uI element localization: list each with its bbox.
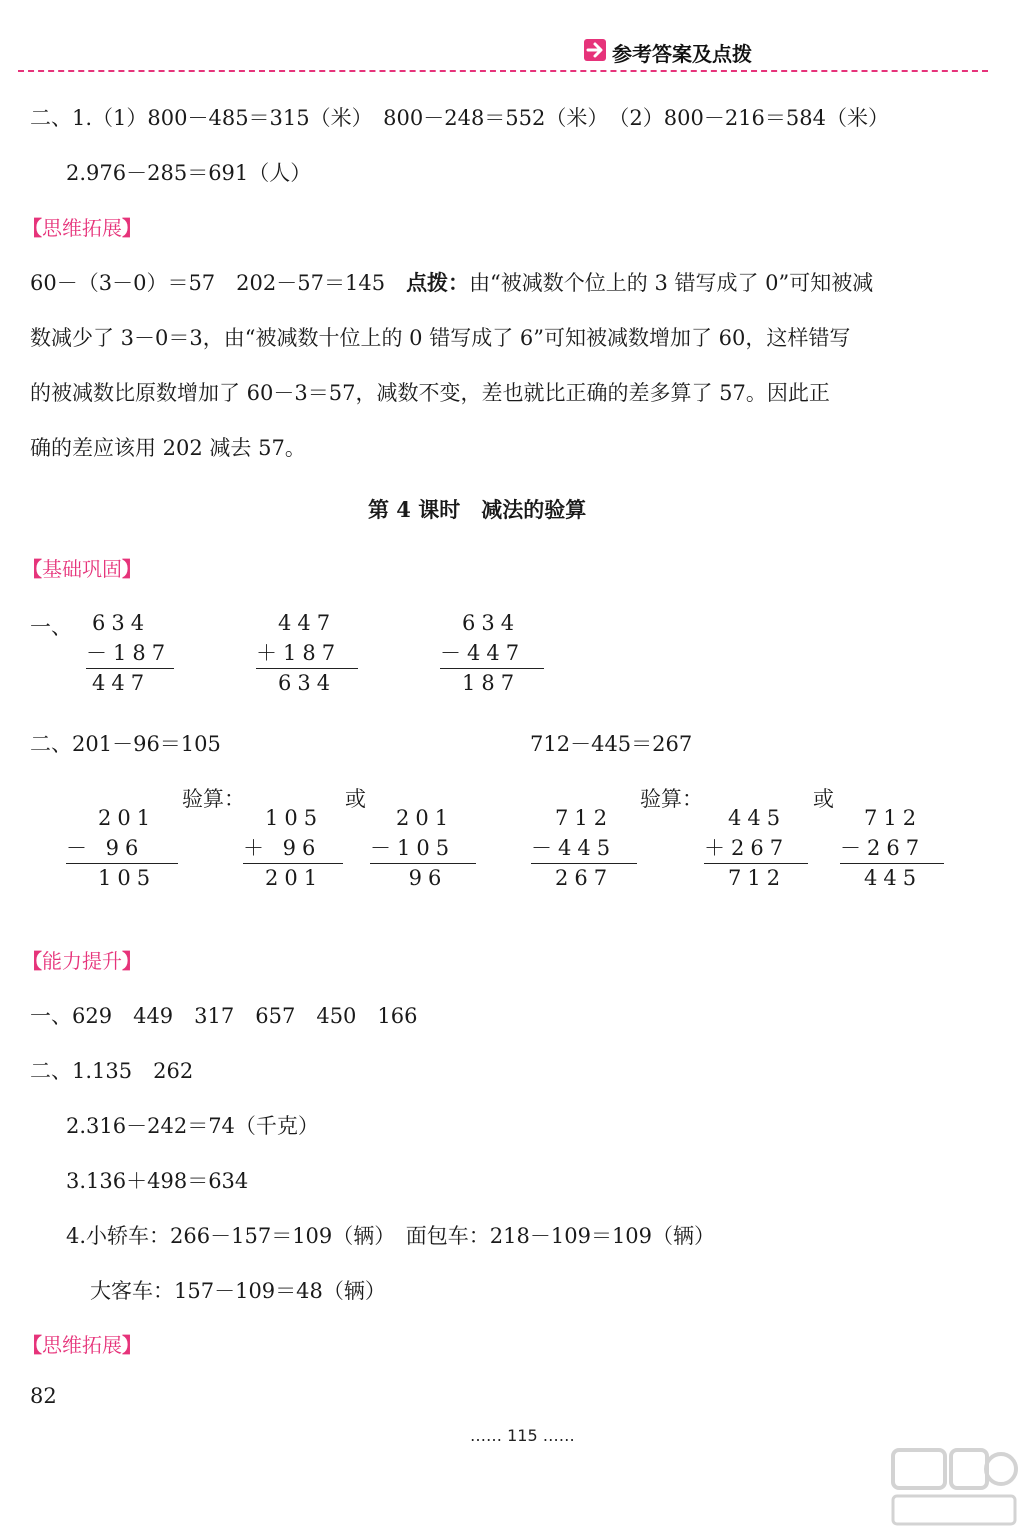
section-tag: 【能力提升】 (22, 949, 142, 973)
calc-line (840, 863, 944, 864)
watermark-logo (889, 1446, 1019, 1528)
vertical-calculation: 712 －445 267 (531, 803, 616, 893)
answer-line: 二、1.（1）800－485＝315（米） 800－248＝552（米） （2）800－216＝584（米） (30, 106, 889, 130)
check-label: 验算： (182, 787, 245, 811)
calc-line (531, 863, 637, 864)
section-tag: 【基础巩固】 (22, 557, 142, 581)
calc-line (66, 863, 178, 864)
header-title: 参考答案及点拨 (612, 42, 752, 66)
vertical-calculation: 445 ＋267 712 (704, 803, 789, 893)
vertical-calculation: 447 ＋187 634 (256, 608, 341, 698)
arrow-right-icon (584, 39, 606, 61)
vertical-calculation: 105 ＋ 96 201 (243, 803, 323, 893)
calc-line (370, 863, 476, 864)
lesson-title: 第 4 课时 减法的验算 (368, 497, 587, 522)
check-label: 验算： (640, 787, 703, 811)
section-tag: 【思维拓展】 (22, 216, 142, 240)
answer-line: 大客车：157－109＝48（辆） (90, 1279, 386, 1303)
section-tag: 【思维拓展】 (22, 1333, 142, 1357)
question-label: 一、 (30, 615, 72, 639)
answer-line: 82 (30, 1384, 57, 1408)
vertical-calculation: 712 －267 445 (840, 803, 925, 893)
vertical-calculation: 201 － 96 105 (66, 803, 156, 893)
answer-line: 4.小轿车：266－157＝109（辆） 面包车：218－109＝109（辆） (66, 1224, 716, 1248)
calc-line (86, 668, 174, 669)
answer-line: 二、1.135 262 (30, 1059, 194, 1083)
calc-line (704, 863, 808, 864)
header-divider (18, 70, 988, 72)
vertical-calculation: 201 －105 96 (370, 803, 455, 893)
or-label: 或 (813, 787, 834, 811)
page-number: …… 115 …… (470, 1426, 575, 1445)
paragraph-line: 数减少了 3－0＝3，由“被减数十位上的 0 错写成了 6”可知被减数增加了 60，这样错写 (30, 326, 851, 350)
calc-line (243, 863, 343, 864)
answer-line: 2.976－285＝691（人） (66, 161, 312, 185)
paragraph-line: 确的差应该用 202 减去 57。 (30, 436, 306, 460)
equation: 712－445＝267 (530, 732, 693, 756)
calc-line (440, 668, 544, 669)
answer-line: 一、629 449 317 657 450 166 (30, 1004, 418, 1028)
answer-line: 2.316－242＝74（千克） (66, 1114, 319, 1138)
paragraph-line: 60－（3－0）＝57 202－57＝145 点拨：由“被减数个位上的 3 错写成了 0”可知被减 (30, 270, 874, 295)
paragraph-line: 的被减数比原数增加了 60－3＝57，减数不变，差也就比正确的差多算了 57。因此正 (30, 381, 830, 405)
vertical-calculation: 634 －447 187 (440, 608, 525, 698)
calc-line (256, 668, 358, 669)
vertical-calculation: 634 －187 447 (86, 608, 171, 698)
equation: 二、201－96＝105 (30, 732, 221, 756)
answer-line: 3.136＋498＝634 (66, 1169, 249, 1193)
or-label: 或 (345, 787, 366, 811)
